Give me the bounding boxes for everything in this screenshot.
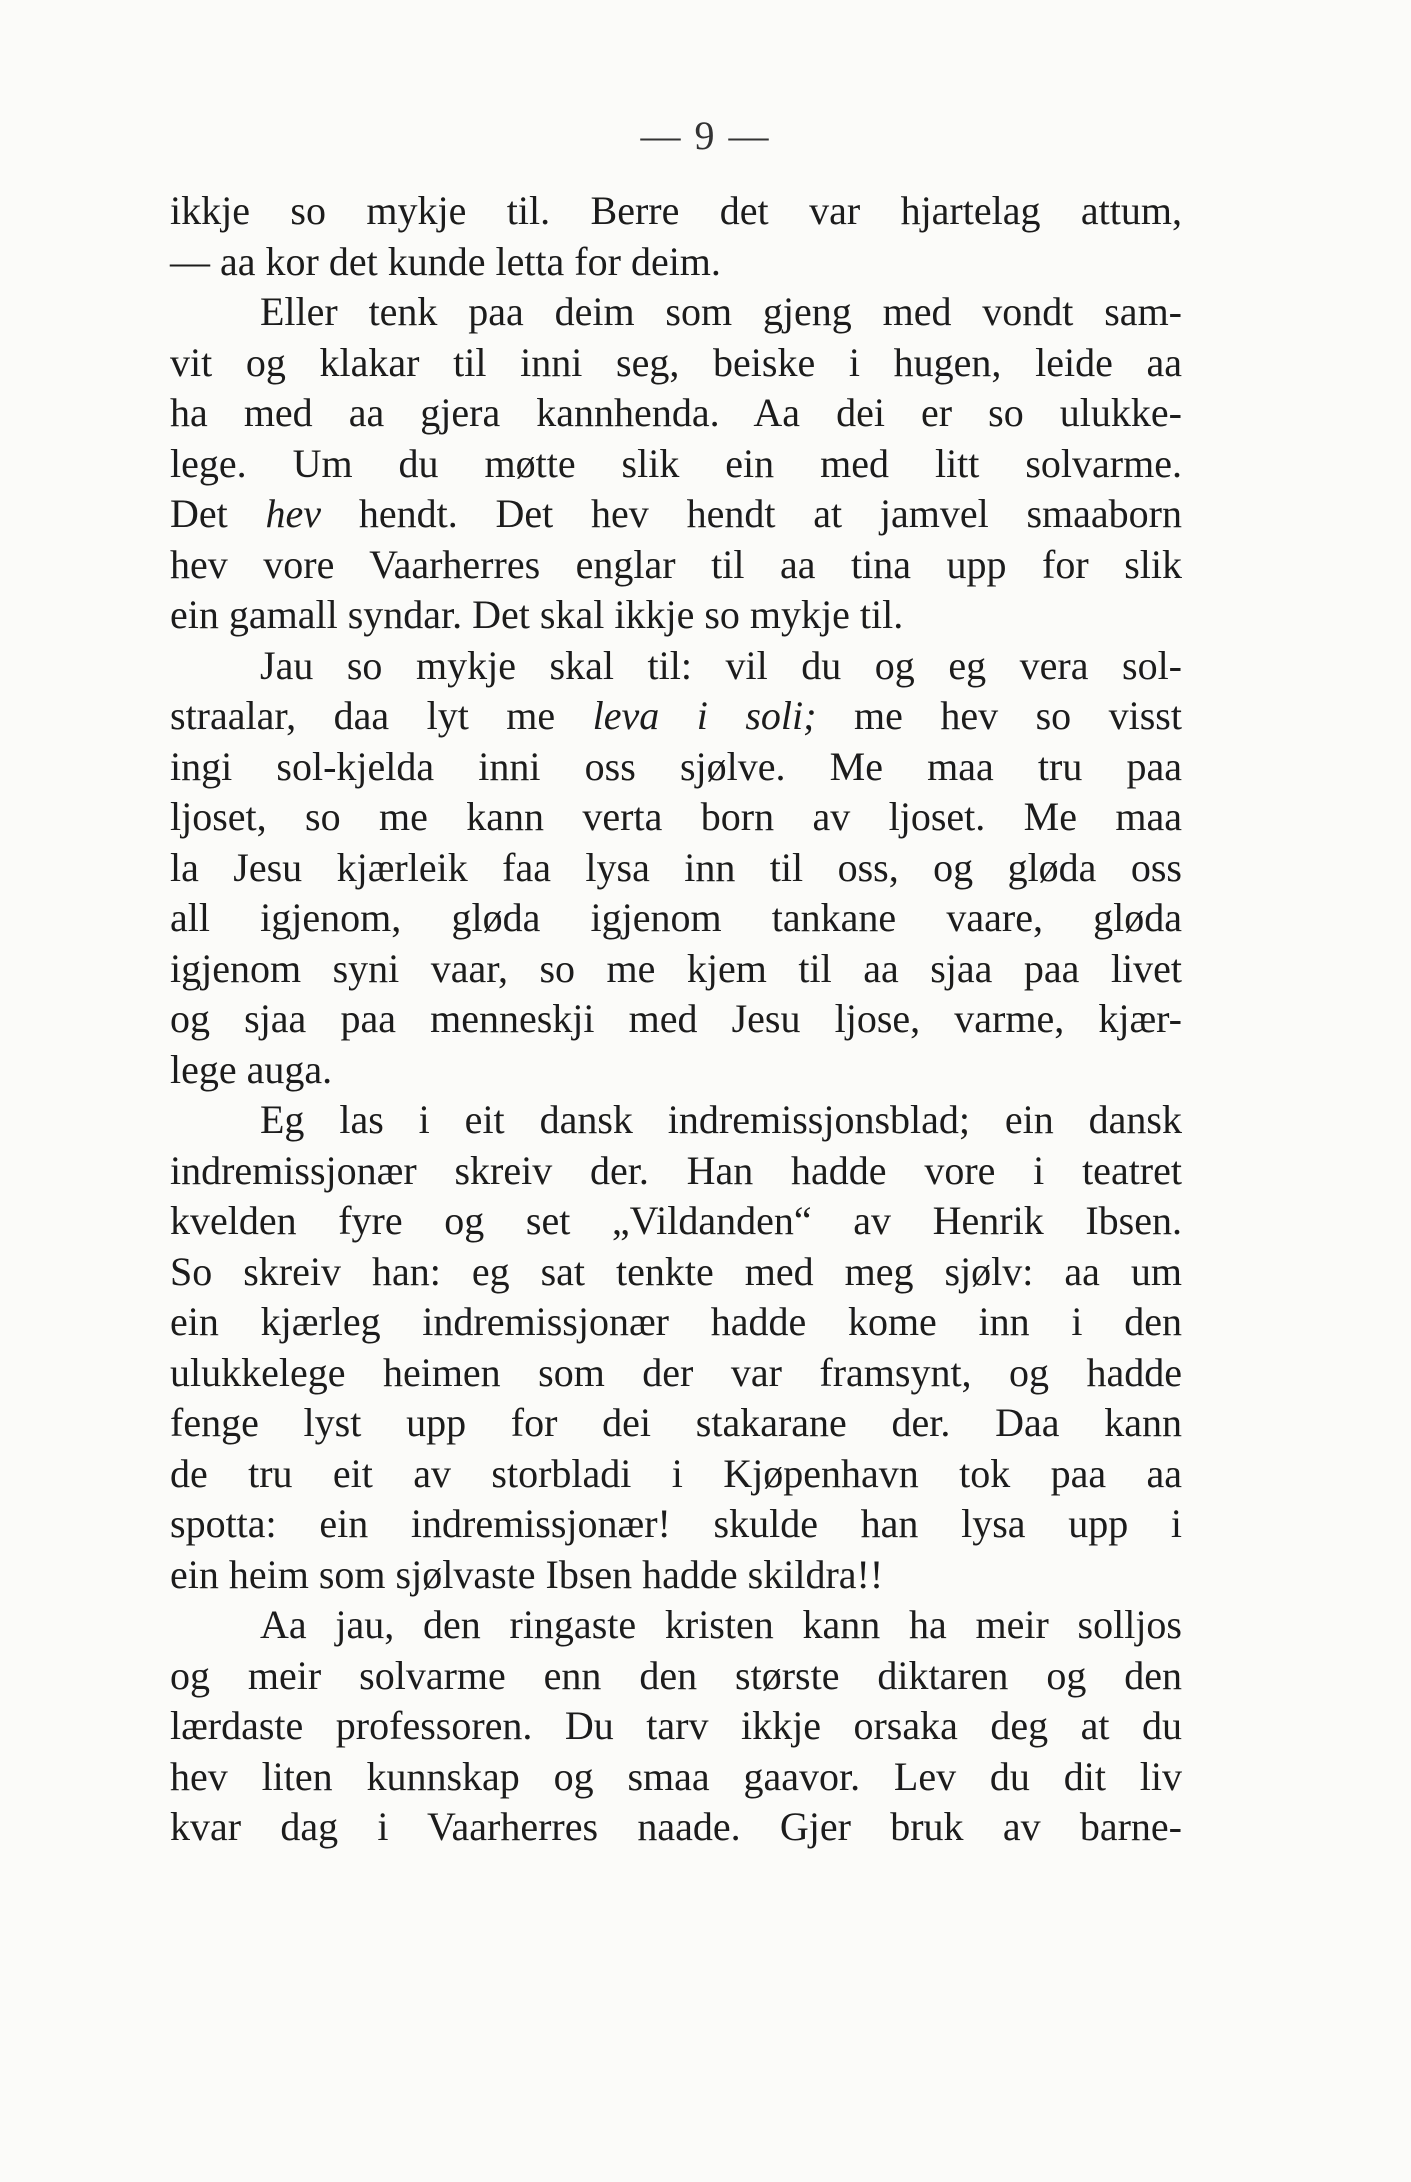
text-line: ein gamall syndar. Det skal ikkje so mykje til.: [170, 592, 904, 637]
body-text: [170, 186, 1182, 1853]
text-line: hev vore Vaarherres englar til aa tina upp for slik: [170, 541, 1182, 587]
text-line: ljoset, so me kann verta born av ljoset. Me maa: [170, 794, 1182, 839]
text-line: og meir solvarme enn den største diktaren og den: [170, 1652, 1182, 1698]
text-line: kvar dag i Vaarherres naade. Gjer bruk av barne-: [170, 1804, 1182, 1849]
text-run: hendt. Det hev hendt at jamvel smaaborn: [321, 491, 1182, 536]
text-line: ikkje so mykje til. Berre det var hjartelag attum,: [170, 188, 1182, 233]
text-line: de tru eit av storbladi i Kjøpenhavn tok paa aa: [170, 1450, 1182, 1496]
text-line: ulukkelege heimen som der var framsynt, og hadde: [170, 1349, 1182, 1395]
text-line: indremissjonær skreiv der. Han hadde vore i teatret: [170, 1147, 1182, 1193]
italic-text: leva i soli;: [592, 693, 817, 738]
text-line: — aa kor det kunde letta for deim.: [170, 238, 721, 284]
text-line: ha med aa gjera kannhenda. Aa dei er so ulukke-: [170, 390, 1182, 435]
text-line: Jau so mykje skal til: vil du og eg vera sol-: [260, 642, 1182, 688]
text-line: og sjaa paa menneskji med Jesu ljose, varme, kjær-: [170, 996, 1182, 1041]
text-line: all igjenom, gløda igjenom tankane vaare, gløda: [170, 895, 1182, 940]
text-line: lærdaste professoren. Du tarv ikkje orsaka deg at du: [170, 1703, 1182, 1748]
text-line: [170, 489, 1182, 540]
text-line: vit og klakar til inni seg, beiske i hugen, leide aa: [170, 339, 1182, 385]
text-line: Eg las i eit dansk indremissjonsblad; ein dansk: [260, 1097, 1182, 1142]
text-line: Aa jau, den ringaste kristen kann ha meir solljos: [260, 1602, 1182, 1647]
text-line: Eller tenk paa deim som gjeng med vondt sam-: [260, 289, 1182, 334]
text-line: lege. Um du møtte slik ein med litt solvarme.: [170, 440, 1182, 486]
text-line: [170, 691, 1182, 742]
text-line: la Jesu kjærleik faa lysa inn til oss, og gløda oss: [170, 844, 1182, 890]
text-line: lege auga.: [170, 1046, 333, 1092]
text-line: igjenom syni vaar, so me kjem til aa sjaa paa livet: [170, 945, 1182, 991]
text-line: ein heim som sjølvaste Ibsen hadde skildra!!: [170, 1551, 884, 1597]
italic-text: hev: [265, 491, 322, 536]
text-line: ingi sol-kjelda inni oss sjølve. Me maa tru paa: [170, 743, 1182, 789]
text-line: hev liten kunnskap og smaa gaavor. Lev du dit liv: [170, 1753, 1182, 1799]
text-line: fenge lyst upp for dei stakarane der. Daa kann: [170, 1400, 1182, 1445]
text-line: So skreiv han: eg sat tenkte med meg sjølv: aa um: [170, 1248, 1182, 1294]
text-line: ein kjærleg indremissjonær hadde kome inn i den: [170, 1299, 1182, 1344]
page-number: — 9 —: [640, 113, 771, 158]
text-run: me hev so visst: [816, 693, 1182, 738]
text-line: spotta: ein indremissjonær! skulde han lysa upp i: [170, 1501, 1182, 1546]
text-run: Det: [170, 491, 266, 536]
text-line: kvelden fyre og set „Vildanden“ av Henrik Ibsen.: [170, 1198, 1182, 1243]
text-run: straalar, daa lyt me: [170, 693, 593, 738]
